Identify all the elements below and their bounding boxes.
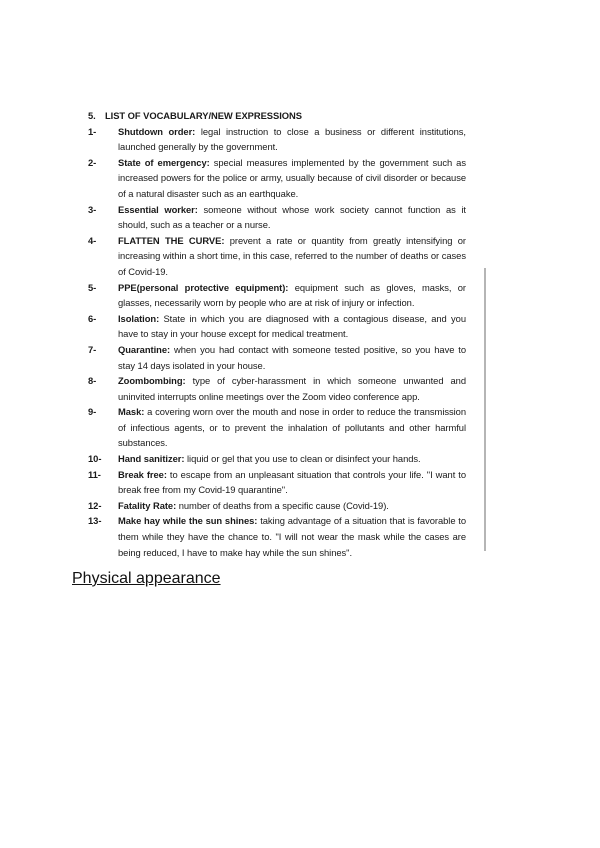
item-definition: legal instruction to close a business or different institutions, launched generally by the government. [118, 125, 466, 153]
item-body [118, 342, 466, 373]
item-definition: prevent a rate or quantity from greatly intensifying or increasing within a short time, in this case, referred to the number of deaths or cases of Covid-19. [118, 234, 466, 277]
item-definition: to escape from an unpleasant situation that controls your life. "I want to break free from my Covid-19 quarantine". [118, 468, 466, 496]
item-term: Shutdown order: [118, 125, 196, 137]
item-term: State of emergency: [118, 156, 210, 168]
item-body [118, 202, 466, 233]
item-body [118, 373, 466, 404]
item-body [118, 513, 466, 560]
item-term: Essential worker: [118, 203, 198, 215]
vocabulary-item [88, 280, 466, 311]
item-term: Quarantine: [118, 343, 171, 355]
item-number: 10- [88, 453, 102, 465]
item-body [118, 451, 466, 467]
vocabulary-item [88, 311, 466, 342]
item-definition: State in which you are diagnosed with a contagious disease, and you have to stay in your house except for medical treatment. [118, 312, 466, 340]
vocabulary-item [88, 155, 466, 202]
item-number: 2- [88, 156, 97, 168]
item-number: 9- [88, 406, 97, 418]
item-body [118, 498, 466, 514]
section-title: Physical appearance [72, 570, 221, 587]
item-body [118, 280, 466, 311]
item-term: Break free: [118, 468, 167, 480]
vocabulary-item [88, 467, 466, 498]
item-definition: liquid or gel that you use to clean or disinfect your hands. [184, 453, 421, 465]
vocabulary-item [88, 513, 466, 560]
item-number: 12- [88, 499, 102, 511]
item-number: 1- [88, 125, 97, 137]
heading-number: 5. [88, 110, 96, 121]
item-term: Isolation: [118, 312, 160, 324]
item-definition: number of deaths from a specific cause (Covid-19). [176, 499, 389, 511]
item-body [118, 155, 466, 202]
item-number: 7- [88, 343, 97, 355]
item-term: PPE(personal protective equipment): [118, 281, 289, 293]
heading-text: LIST OF VOCABULARY/NEW EXPRESSIONS [105, 110, 302, 121]
item-body [118, 233, 466, 280]
item-definition: special measures implemented by the government such as increased powers for the police or army, usually because of civil disorder or because of a natural disaster such as an earthquake. [118, 156, 466, 199]
item-number: 5- [88, 281, 97, 293]
vocabulary-item [88, 342, 466, 373]
item-body [118, 404, 466, 451]
item-definition: taking advantage of a situation that is favorable to them while they have the chance to. "I will not wear the mask while the cases are being reduced, I have to make hay while the sun shines". [118, 515, 467, 558]
item-number: 6- [88, 312, 97, 324]
vocabulary-item [88, 373, 466, 404]
item-number: 13- [88, 515, 102, 527]
item-definition: when you had contact with someone tested positive, so you have to stay 14 days isolated in your house. [118, 343, 466, 371]
item-definition: a covering worn over the mouth and nose in order to reduce the transmission of infectious agents, or to prevent the inhalation of pollutants and other harmful substances. [118, 406, 466, 449]
item-term: Zoombombing: [118, 375, 186, 387]
item-body [118, 311, 466, 342]
item-term: FLATTEN THE CURVE: [118, 234, 225, 246]
vocabulary-item [88, 202, 466, 233]
vocabulary-item [88, 498, 466, 514]
vocabulary-item [88, 404, 466, 451]
item-definition: type of cyber-harassment in which someone unwanted and uninvited interrupts online meetings over the Zoom video conference app. [118, 375, 466, 402]
item-body [118, 124, 466, 155]
item-number: 8- [88, 375, 97, 387]
vocabulary-list [88, 124, 466, 561]
item-term: Fatality Rate: [118, 499, 177, 511]
margin-bar [484, 268, 486, 551]
item-definition: someone without whose work society cannot function as it should, such as a teacher or a nurse. [118, 203, 466, 231]
item-term: Mask: [118, 406, 145, 418]
vocabulary-item [88, 451, 466, 467]
vocabulary-section [88, 108, 466, 560]
item-definition: equipment such as gloves, masks, or glasses, necessarily worn by people who are at risk of injury or infection. [118, 281, 466, 309]
vocabulary-item [88, 124, 466, 155]
item-number: 3- [88, 203, 97, 215]
item-number: 4- [88, 234, 97, 246]
item-number: 11- [88, 468, 101, 480]
item-term: Make hay while the sun shines: [118, 515, 258, 527]
item-term: Hand sanitizer: [118, 453, 185, 465]
vocabulary-heading [88, 108, 466, 124]
vocabulary-item [88, 233, 466, 280]
item-body [118, 467, 466, 498]
